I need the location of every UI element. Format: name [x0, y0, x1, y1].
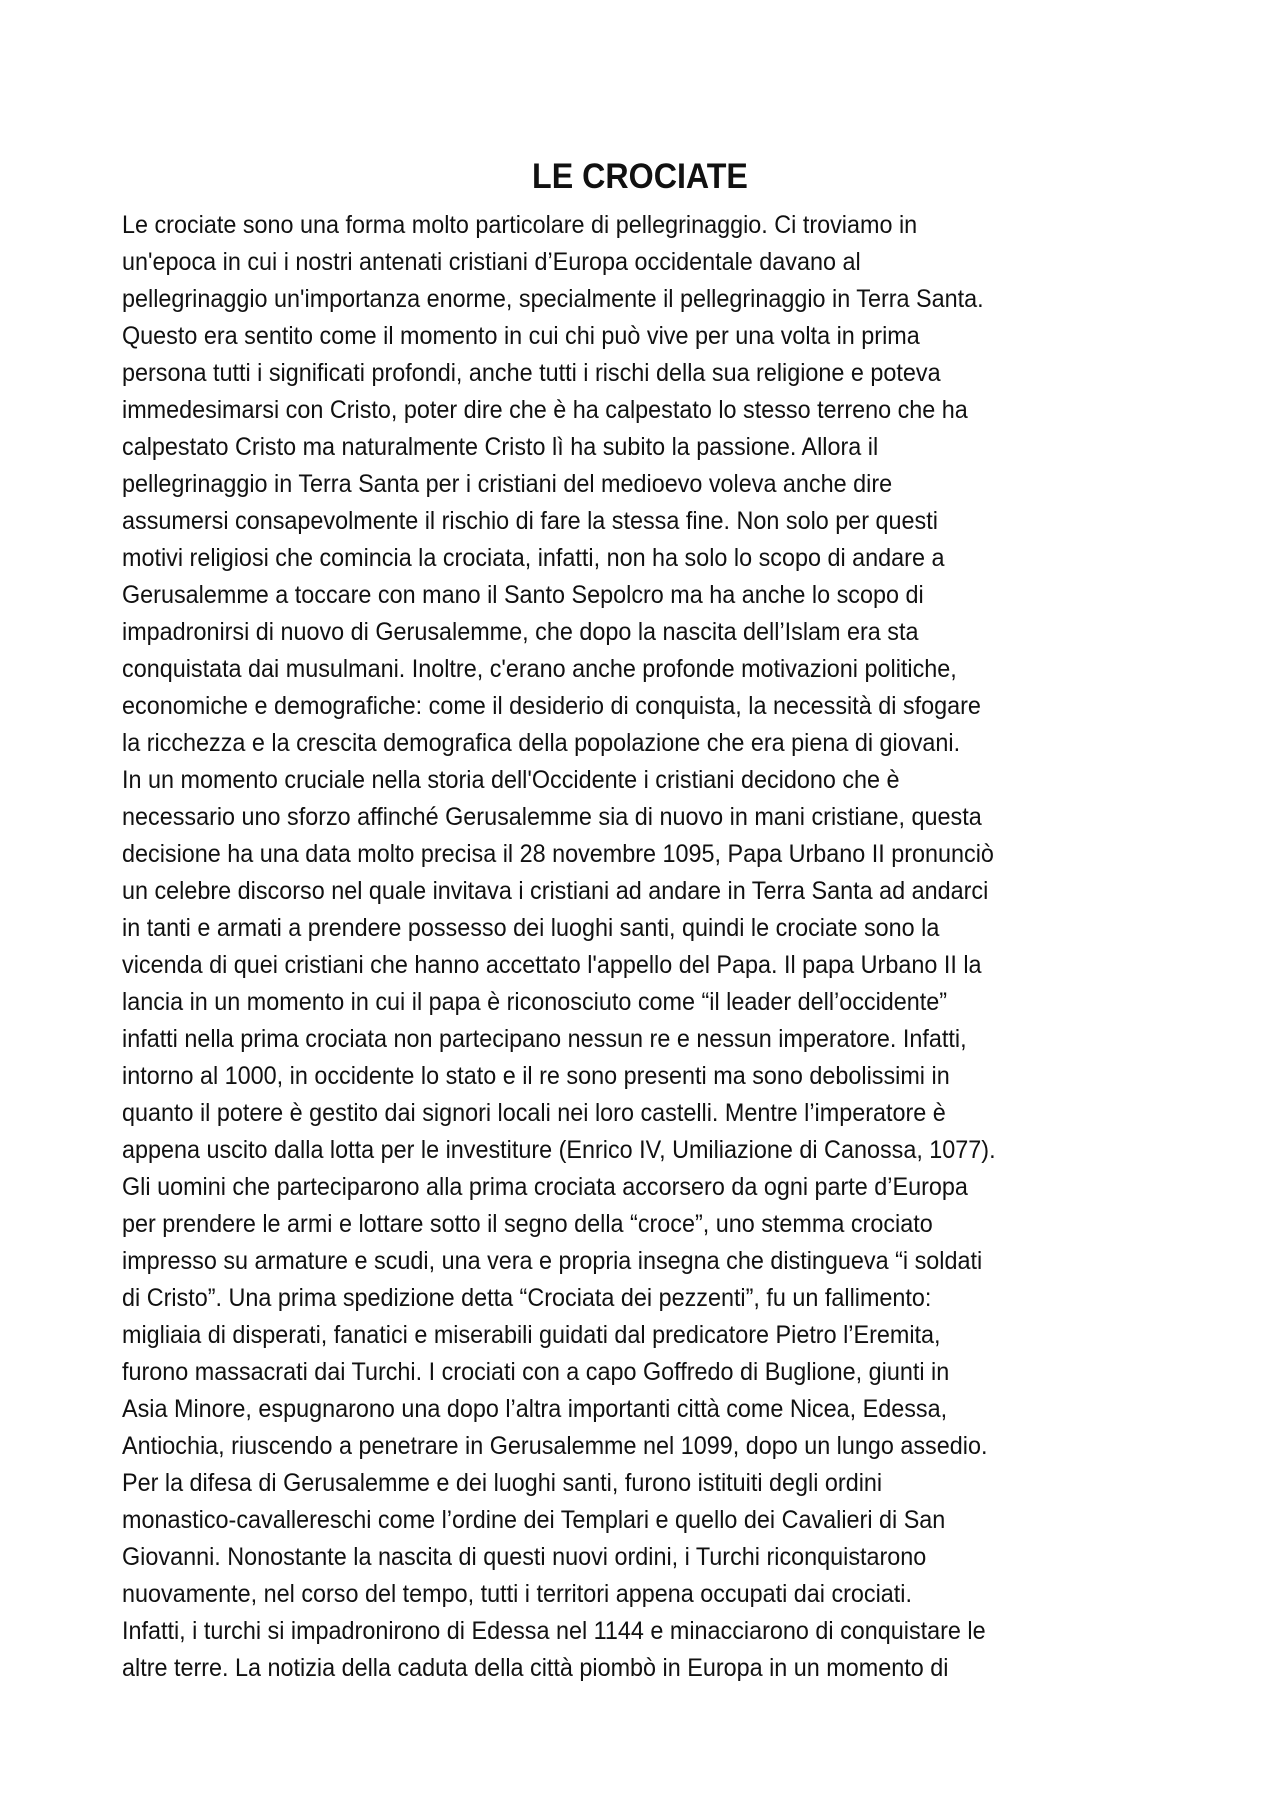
text-line: vicenda di quei cristiani che hanno accettato l'appello del Papa. Il papa Urbano II la [122, 951, 982, 979]
text-line: Gli uomini che parteciparono alla prima crociata accorsero da ogni parte d’Europa [122, 1173, 968, 1201]
text-line: infatti nella prima crociata non partecipano nessun re e nessun imperatore. Infatti, [122, 1025, 967, 1053]
text-line: Gerusalemme a toccare con mano il Santo Sepolcro ma ha anche lo scopo di [122, 581, 924, 609]
text-line: migliaia di disperati, fanatici e miserabili guidati dal predicatore Pietro l’Eremita, [122, 1321, 941, 1349]
text-line: per prendere le armi e lottare sotto il segno della “croce”, uno stemma crociato [122, 1210, 933, 1238]
text-line: Infatti, i turchi si impadronirono di Edessa nel 1144 e minacciarono di conquistare le [122, 1617, 986, 1645]
text-line: conquistata dai musulmani. Inoltre, c'erano anche profonde motivazioni politiche, [122, 655, 957, 683]
text-line: pellegrinaggio un'importanza enorme, specialmente il pellegrinaggio in Terra Santa. [122, 285, 984, 313]
text-line: decisione ha una data molto precisa il 28 novembre 1095, Papa Urbano II pronunciò [122, 840, 994, 868]
text-line: un celebre discorso nel quale invitava i cristiani ad andare in Terra Santa ad andarci [122, 877, 989, 905]
text-line: intorno al 1000, in occidente lo stato e il re sono presenti ma sono debolissimi in [122, 1062, 950, 1090]
text-line: pellegrinaggio in Terra Santa per i cristiani del medioevo voleva anche dire [122, 470, 893, 498]
text-line: assumersi consapevolmente il rischio di fare la stessa fine. Non solo per questi [122, 507, 938, 535]
body-text [122, 207, 1202, 1687]
text-line: furono massacrati dai Turchi. I crociati con a capo Goffredo di Buglione, giunti in [122, 1358, 950, 1386]
text-line: appena uscito dalla lotta per le investiture (Enrico IV, Umiliazione di Canossa, 1077). [122, 1136, 996, 1164]
text-line: necessario uno sforzo affinché Gerusalemme sia di nuovo in mani cristiane, questa [122, 803, 982, 831]
text-line: economiche e demografiche: come il desiderio di conquista, la necessità di sfogare [122, 692, 981, 720]
text-line: immedesimarsi con Cristo, poter dire che è ha calpestato lo stesso terreno che ha [122, 396, 968, 424]
text-line: in tanti e armati a prendere possesso dei luoghi santi, quindi le crociate sono la [122, 914, 940, 942]
text-line: Giovanni. Nonostante la nascita di questi nuovi ordini, i Turchi riconquistarono [122, 1543, 927, 1571]
text-line: impresso su armature e scudi, una vera e propria insegna che distingueva “i soldati [122, 1247, 983, 1275]
text-line: calpestato Cristo ma naturalmente Cristo lì ha subito la passione. Allora il [122, 433, 879, 461]
text-line: persona tutti i significati profondi, anche tutti i rischi della sua religione e poteva [122, 359, 941, 387]
text-line: Le crociate sono una forma molto particolare di pellegrinaggio. Ci troviamo in [122, 211, 918, 239]
text-line: quanto il potere è gestito dai signori locali nei loro castelli. Mentre l’imperatore è [122, 1099, 946, 1127]
text-line: lancia in un momento in cui il papa è riconosciuto come “il leader dell’occidente” [122, 988, 948, 1016]
text-line: Asia Minore, espugnarono una dopo l’altra importanti città come Nicea, Edessa, [122, 1395, 948, 1423]
text-line: nuovamente, nel corso del tempo, tutti i territori appena occupati dai crociati. [122, 1580, 912, 1608]
text-line: la ricchezza e la crescita demografica della popolazione che era piena di giovani. [122, 729, 961, 757]
text-line: Per la difesa di Gerusalemme e dei luoghi santi, furono istituiti degli ordini [122, 1469, 883, 1497]
text-line: altre terre. La notizia della caduta della città piombò in Europa in un momento di [122, 1654, 949, 1682]
text-line: monastico-cavallereschi come l’ordine dei Templari e quello dei Cavalieri di San [122, 1506, 946, 1534]
text-line: motivi religiosi che comincia la crociata, infatti, non ha solo lo scopo di andare a [122, 544, 945, 572]
text-line: un'epoca in cui i nostri antenati cristiani d’Europa occidentale davano al [122, 248, 861, 276]
text-line: di Cristo”. Una prima spedizione detta “Crociata dei pezzenti”, fu un fallimento: [122, 1284, 932, 1312]
text-line: In un momento cruciale nella storia dell'Occidente i cristiani decidono che è [122, 766, 900, 794]
text-line: Antiochia, riuscendo a penetrare in Gerusalemme nel 1099, dopo un lungo assedio. [122, 1432, 988, 1460]
text-line: impadronirsi di nuovo di Gerusalemme, che dopo la nascita dell’Islam era sta [122, 618, 919, 646]
page-title: LE CROCIATE [532, 157, 748, 196]
text-line: Questo era sentito come il momento in cui chi può vive per una volta in prima [122, 322, 920, 350]
